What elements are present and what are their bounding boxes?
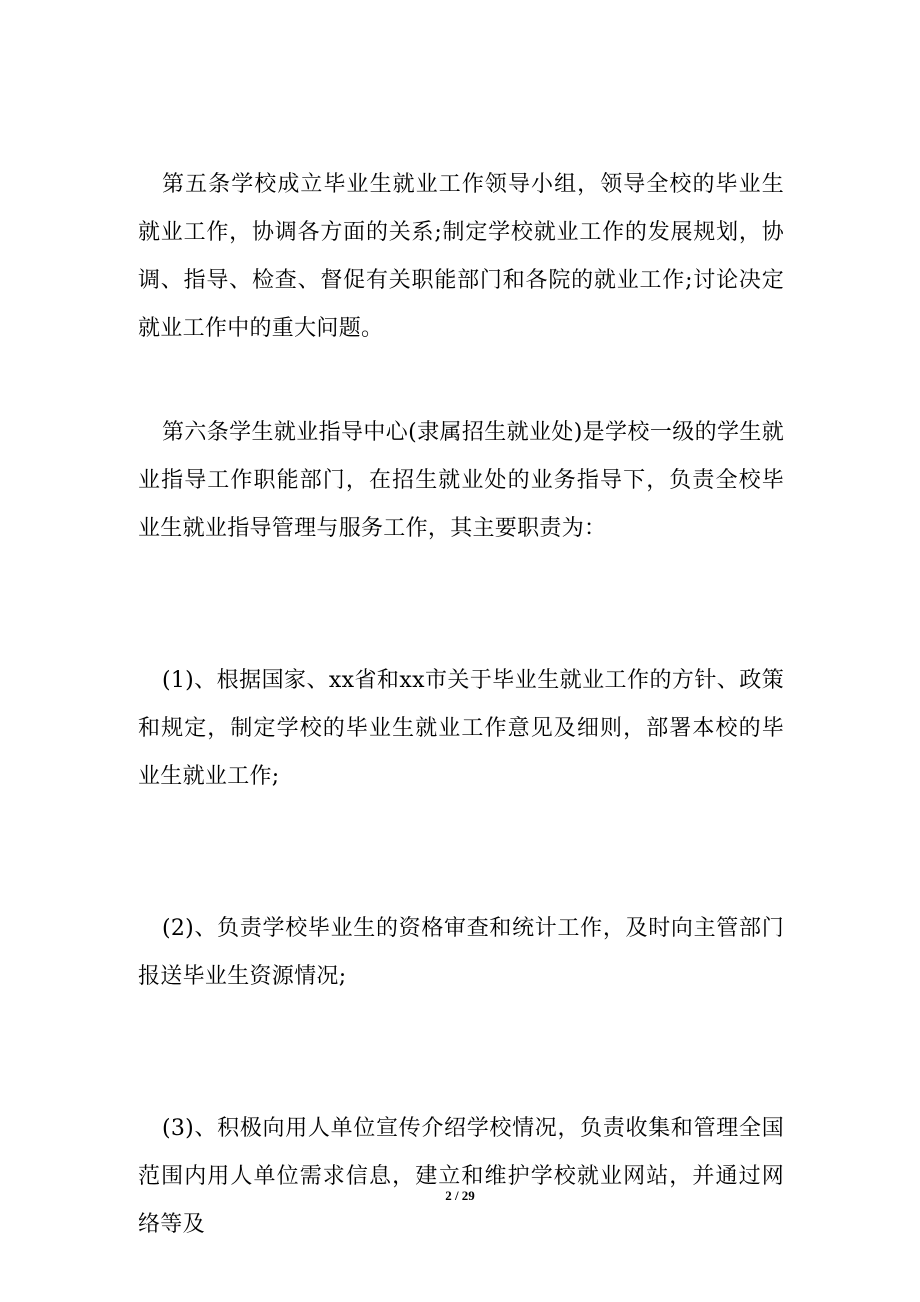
- page-number: 2 / 29: [445, 1188, 475, 1203]
- paragraph-article-6: 第六条学生就业指导中心(隶属招生就业处)是学校一级的学生就业指导工作职能部门，在招生就业处的业务指导下，负责全校毕业生就业指导管理与服务工作，其主要职责为：: [138, 420, 784, 541]
- paragraph-duty-1: (1)、根据国家、xx省和xx市关于毕业生就业工作的方针、政策和规定，制定学校的毕业生就业工作意见及细则，部署本校的毕业生就业工作;: [138, 668, 784, 789]
- paragraph-duty-3: (3)、积极向用人单位宣传介绍学校情况，负责收集和管理全国范围内用人单位需求信息，建立和维护学校就业网站，并通过网络等及: [138, 1116, 784, 1237]
- paragraph-article-5: 第五条学校成立毕业生就业工作领导小组，领导全校的毕业生就业工作，协调各方面的关系;制定学校就业工作的发展规划，协调、指导、检查、督促有关职能部门和各院的就业工作;讨论决定就业工作中的重大问题。: [138, 172, 784, 341]
- paragraph-duty-2: (2)、负责学校毕业生的资格审查和统计工作，及时向主管部门报送毕业生资源情况;: [138, 916, 784, 989]
